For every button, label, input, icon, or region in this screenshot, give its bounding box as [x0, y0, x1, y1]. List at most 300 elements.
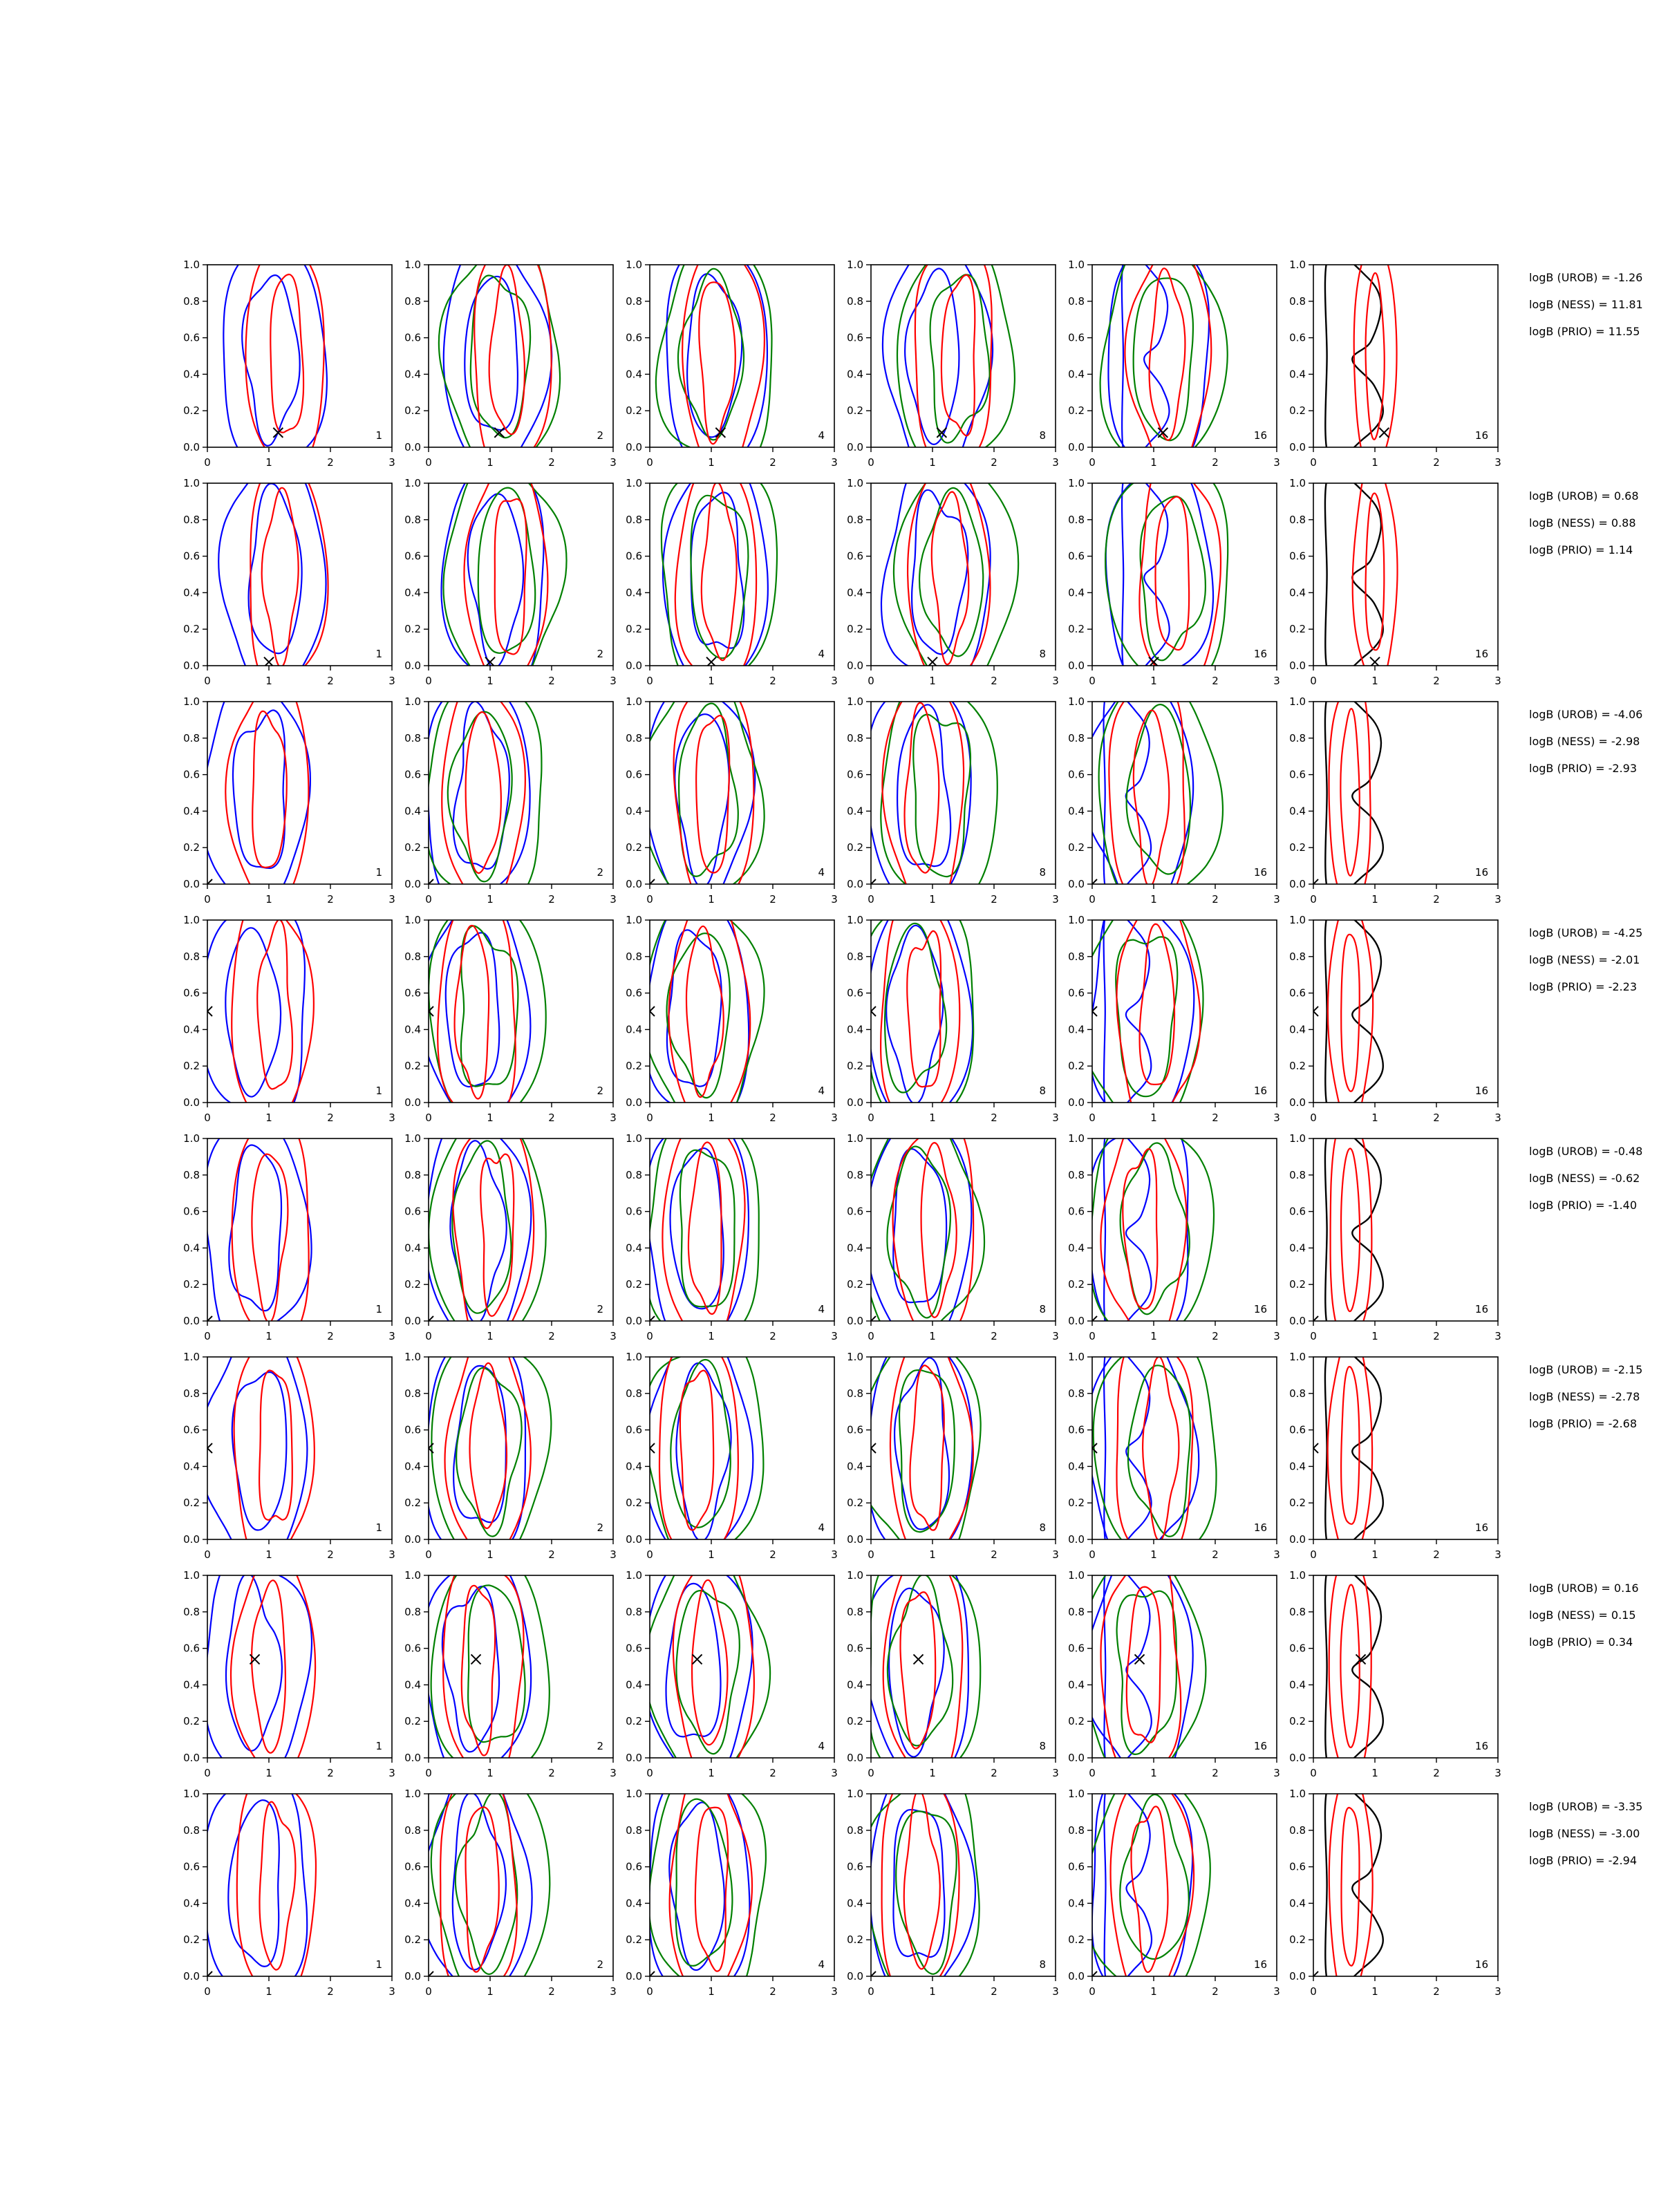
x-tick-label: 2: [1433, 1985, 1440, 1998]
contour-urob-outer: [881, 456, 991, 685]
contour-layer: [643, 888, 764, 1137]
panel-r8-c3: [626, 1761, 838, 2005]
contour-prio-outer: [1328, 898, 1373, 1129]
iteration-label: 2: [597, 648, 603, 660]
y-tick-label: 0.2: [626, 404, 642, 418]
y-tick-label: 1.0: [1068, 914, 1085, 926]
contour-prio-inner: [1366, 273, 1385, 440]
y-tick-label: 0.0: [183, 1315, 200, 1327]
y-tick-label: 0.0: [847, 1096, 863, 1109]
y-tick-label: 1.0: [404, 1788, 421, 1800]
y-tick-label: 0.2: [847, 1060, 863, 1073]
y-tick-label: 0.6: [847, 1423, 863, 1436]
y-tick-label: 0.8: [404, 1605, 421, 1618]
contour-layer: [1084, 1768, 1210, 2005]
contour-layer: [1082, 675, 1223, 917]
x-tick-label: 2: [548, 456, 555, 469]
iteration-label: 16: [1253, 648, 1267, 660]
x-tick-label: 0: [646, 1548, 653, 1561]
x-tick-label: 0: [646, 1767, 653, 1779]
contour-prio-outer: [443, 1557, 523, 1785]
x-tick-label: 2: [769, 1985, 776, 1998]
x-tick-label: 1: [1150, 456, 1157, 469]
y-tick-label: 0.4: [1068, 805, 1085, 818]
contour-prio-inner: [1140, 924, 1174, 1085]
panel-r5-c4: [847, 1107, 1059, 1349]
true-value-marker: [693, 1654, 702, 1664]
panel-r5-c5: [1068, 1113, 1280, 1348]
x-tick-label: 2: [1212, 456, 1219, 469]
contour-prio-outer: [882, 682, 964, 917]
y-tick-label: 0.0: [1068, 659, 1085, 672]
y-tick-label: 0.2: [183, 1060, 200, 1073]
contour-layer: [204, 1774, 316, 1998]
x-tick-label: 3: [1494, 1330, 1501, 1342]
x-tick-label: 0: [204, 456, 211, 469]
y-tick-label: 0.2: [183, 1497, 200, 1510]
y-tick-label: 0.8: [1068, 1824, 1085, 1837]
y-tick-label: 0.4: [847, 586, 863, 599]
x-tick-label: 1: [929, 1112, 936, 1124]
y-tick-label: 0.4: [626, 805, 642, 818]
x-tick-label: 3: [1052, 456, 1059, 469]
y-tick-label: 0.0: [1068, 1315, 1085, 1327]
x-tick-label: 2: [1212, 1767, 1219, 1779]
contour-prio-inner: [921, 1143, 957, 1318]
y-tick-label: 0.2: [404, 1060, 421, 1073]
contour-prio-inner: [1127, 1587, 1161, 1743]
iteration-label: 1: [375, 1303, 382, 1315]
y-tick-label: 0.0: [1289, 1752, 1306, 1764]
panel-r8-c1: [183, 1774, 395, 1998]
x-tick-label: 3: [388, 1548, 395, 1561]
iteration-label: 4: [818, 429, 825, 442]
iteration-label: 8: [1039, 1958, 1046, 1971]
x-tick-label: 2: [1212, 1985, 1219, 1998]
contour-layer: [1325, 457, 1398, 688]
y-tick-label: 0.2: [404, 841, 421, 854]
y-tick-label: 0.6: [1289, 550, 1306, 563]
y-tick-label: 0.2: [1068, 404, 1085, 418]
iteration-label: 16: [1253, 1958, 1267, 1971]
contour-prio-inner: [699, 282, 735, 444]
y-tick-label: 0.0: [183, 1970, 200, 1983]
y-tick-label: 0.0: [1068, 441, 1085, 453]
contour-prio-inner: [470, 1363, 507, 1528]
x-tick-label: 0: [425, 893, 432, 906]
x-tick-label: 1: [1150, 893, 1157, 906]
y-tick-label: 0.8: [847, 1605, 863, 1618]
contour-prio-inner: [1341, 1808, 1359, 1966]
y-tick-label: 0.0: [1289, 1096, 1306, 1109]
panel-frame: [650, 1575, 834, 1758]
contour-prio-inner: [262, 488, 299, 668]
panel-r2-c3: [626, 456, 838, 691]
y-tick-label: 0.4: [1068, 368, 1085, 381]
panel-frame: [871, 1138, 1056, 1321]
x-tick-label: 3: [831, 1985, 838, 1998]
y-tick-label: 0.6: [1289, 986, 1306, 1000]
y-tick-label: 0.8: [847, 731, 863, 744]
y-tick-label: 0.4: [1289, 368, 1306, 381]
x-tick-label: 1: [487, 675, 494, 687]
contour-urob-inner: [249, 484, 302, 654]
y-tick-label: 0.8: [847, 1387, 863, 1400]
x-tick-label: 1: [929, 1985, 936, 1998]
y-tick-label: 0.8: [183, 513, 200, 526]
x-tick-label: 3: [1273, 1548, 1280, 1561]
iteration-label: 16: [1474, 648, 1488, 660]
panel-r8-c5: [1068, 1768, 1280, 2005]
contour-urob-inner: [228, 1800, 279, 1967]
x-tick-label: 1: [708, 1112, 715, 1124]
panel-frame: [429, 265, 613, 447]
y-tick-label: 0.4: [626, 586, 642, 599]
y-tick-label: 0.6: [1289, 1205, 1306, 1218]
x-tick-label: 1: [929, 675, 936, 687]
contour-urob-inner: [446, 932, 499, 1087]
y-tick-label: 0.8: [404, 1168, 421, 1181]
y-tick-label: 0.8: [183, 950, 200, 963]
panel-r4-c4: [847, 892, 1059, 1125]
y-tick-label: 0.0: [626, 1752, 642, 1764]
y-tick-label: 0.0: [847, 1970, 863, 1983]
x-tick-label: 0: [646, 1330, 653, 1342]
contour-layer: [881, 456, 1018, 695]
x-tick-label: 0: [425, 456, 432, 469]
iteration-label: 2: [597, 1740, 603, 1752]
panel-r2-c6: [1289, 457, 1501, 688]
x-tick-label: 0: [425, 675, 432, 687]
y-tick-label: 0.2: [404, 1933, 421, 1947]
logb-label: logB (PRIO) = 11.55: [1529, 325, 1640, 338]
x-tick-label: 0: [1310, 456, 1317, 469]
y-tick-label: 0.8: [1068, 294, 1085, 308]
x-tick-label: 1: [265, 893, 272, 906]
y-tick-label: 1.0: [847, 1132, 863, 1145]
contour-urob-inner: [233, 710, 285, 868]
x-tick-label: 0: [204, 1548, 211, 1561]
x-tick-label: 2: [769, 456, 776, 469]
contour-prio-inner: [252, 1154, 288, 1323]
panel-r5-c3: [626, 1116, 838, 1350]
contour-prio-inner: [257, 919, 292, 1089]
contour-layer: [1325, 1557, 1383, 1779]
y-tick-label: 0.0: [626, 878, 642, 890]
x-tick-label: 1: [487, 1330, 494, 1342]
x-tick-label: 3: [610, 675, 617, 687]
panel-r8-c6: [1289, 1770, 1501, 2003]
panel-frame: [1313, 265, 1498, 447]
contour-prio-inner: [466, 712, 501, 873]
logb-label: logB (NESS) = -2.01: [1529, 953, 1640, 966]
x-tick-label: 2: [991, 893, 997, 906]
logb-label: logB (UROB) = -4.25: [1529, 926, 1643, 939]
contour-prio-outer: [1329, 1557, 1371, 1779]
x-tick-label: 0: [1089, 893, 1096, 906]
y-tick-label: 0.6: [1068, 768, 1085, 781]
x-tick-label: 0: [1089, 1548, 1096, 1561]
x-tick-label: 2: [327, 1330, 334, 1342]
x-tick-label: 0: [1310, 1330, 1317, 1342]
contour-prio-inner: [252, 1580, 285, 1753]
contour-urob-outer: [883, 239, 993, 485]
y-tick-label: 0.0: [626, 1533, 642, 1546]
y-tick-label: 0.0: [1068, 1752, 1085, 1764]
y-tick-label: 0.4: [404, 1241, 421, 1255]
logb-label: logB (PRIO) = -2.94: [1529, 1854, 1637, 1867]
x-tick-label: 1: [265, 1548, 272, 1561]
y-tick-label: 0.4: [183, 586, 200, 599]
y-tick-label: 0.6: [626, 550, 642, 563]
contour-prio-inner: [1341, 1148, 1360, 1311]
panel-r2-c2: [404, 455, 617, 696]
x-tick-label: 2: [1433, 1767, 1440, 1779]
y-tick-label: 1.0: [1068, 1569, 1085, 1582]
y-tick-label: 0.4: [626, 1241, 642, 1255]
x-tick-label: 1: [929, 1767, 936, 1779]
y-tick-label: 0.0: [1289, 1533, 1306, 1546]
y-tick-label: 1.0: [626, 1788, 642, 1800]
x-tick-label: 3: [1052, 1767, 1059, 1779]
y-tick-label: 0.0: [404, 1315, 421, 1327]
contour-ness-inner: [1127, 704, 1190, 874]
panel-r3-c6: [1289, 679, 1501, 906]
y-tick-label: 0.8: [1289, 731, 1306, 744]
contour-layer: [1077, 889, 1203, 1132]
contour-layer: [421, 1759, 550, 2007]
y-tick-label: 1.0: [847, 914, 863, 926]
x-tick-label: 3: [388, 1330, 395, 1342]
x-tick-label: 3: [610, 893, 617, 906]
panel-r4-c3: [626, 888, 838, 1137]
y-tick-label: 0.6: [847, 1642, 863, 1655]
y-tick-label: 0.4: [847, 805, 863, 818]
y-tick-label: 0.6: [1068, 550, 1085, 563]
y-tick-label: 0.4: [1289, 1678, 1306, 1691]
y-tick-label: 0.4: [626, 368, 642, 381]
y-tick-label: 0.0: [183, 659, 200, 672]
x-tick-label: 0: [425, 1985, 432, 1998]
y-tick-label: 0.0: [626, 1315, 642, 1327]
y-tick-label: 0.8: [183, 1387, 200, 1400]
y-tick-label: 0.2: [1068, 1715, 1085, 1728]
y-tick-label: 0.4: [1289, 805, 1306, 818]
y-tick-label: 1.0: [183, 1132, 200, 1145]
y-tick-label: 0.8: [1068, 731, 1085, 744]
y-tick-label: 0.4: [183, 1241, 200, 1255]
panel-r4-c6: [1289, 898, 1501, 1129]
y-tick-label: 0.8: [183, 1605, 200, 1618]
contour-ness-outer: [863, 1765, 980, 2000]
x-tick-label: 0: [646, 675, 653, 687]
y-tick-label: 0.8: [1289, 1387, 1306, 1400]
contour-true-outer: [1325, 471, 1383, 679]
y-tick-label: 0.4: [404, 1460, 421, 1473]
iteration-label: 2: [597, 866, 603, 879]
x-tick-label: 1: [929, 1548, 936, 1561]
y-tick-label: 0.2: [1289, 1933, 1306, 1947]
contour-prio-inner: [462, 1586, 495, 1756]
panel-r6-c6: [1289, 1330, 1501, 1562]
y-tick-label: 0.6: [1068, 331, 1085, 344]
panel-r1-c6: [1289, 245, 1501, 471]
x-tick-label: 1: [487, 456, 494, 469]
x-tick-label: 0: [868, 1330, 874, 1342]
iteration-label: 1: [375, 1521, 382, 1534]
logb-label: logB (NESS) = -2.98: [1529, 735, 1640, 748]
x-tick-label: 2: [1433, 1112, 1440, 1124]
logb-label: logB (PRIO) = -1.40: [1529, 1199, 1637, 1212]
y-tick-label: 0.2: [1068, 1060, 1085, 1073]
y-tick-label: 0.6: [404, 1860, 421, 1873]
x-tick-label: 2: [769, 1767, 776, 1779]
contour-prio-inner: [932, 492, 969, 665]
logb-label: logB (NESS) = -3.00: [1529, 1827, 1640, 1840]
panel-frame: [650, 1794, 834, 1976]
x-tick-label: 0: [1310, 893, 1317, 906]
x-tick-label: 3: [831, 1330, 838, 1342]
y-tick-label: 0.4: [626, 1678, 642, 1691]
contour-urob-inner: [226, 1574, 282, 1751]
iteration-label: 2: [597, 1521, 603, 1534]
y-tick-label: 1.0: [626, 1569, 642, 1582]
contour-ness-inner: [456, 1368, 521, 1537]
y-tick-label: 0.8: [404, 294, 421, 308]
x-tick-label: 0: [1310, 1112, 1317, 1124]
y-tick-label: 0.2: [1289, 623, 1306, 636]
y-tick-label: 0.2: [626, 623, 642, 636]
y-tick-label: 0.6: [404, 1642, 421, 1655]
y-tick-label: 1.0: [1068, 695, 1085, 708]
x-tick-label: 2: [991, 1767, 997, 1779]
x-tick-label: 3: [1494, 1985, 1501, 1998]
x-tick-label: 3: [1494, 1112, 1501, 1124]
y-tick-label: 0.8: [1068, 1605, 1085, 1618]
x-tick-label: 1: [929, 456, 936, 469]
y-tick-label: 0.6: [183, 1642, 200, 1655]
x-tick-label: 0: [868, 1548, 874, 1561]
y-tick-label: 0.8: [183, 294, 200, 308]
contour-prio-outer: [1353, 457, 1398, 688]
iteration-label: 16: [1253, 866, 1267, 879]
logb-label: logB (PRIO) = -2.93: [1529, 762, 1637, 775]
x-tick-label: 2: [1212, 1548, 1219, 1561]
true-value-marker: [471, 1654, 481, 1664]
panel-r7-c4: [847, 1551, 1059, 1785]
y-tick-label: 0.0: [183, 878, 200, 890]
iteration-label: 8: [1039, 429, 1046, 442]
y-tick-label: 0.6: [847, 331, 863, 344]
y-tick-label: 0.2: [1289, 841, 1306, 854]
y-tick-label: 1.0: [626, 259, 642, 271]
iteration-label: 4: [818, 1740, 825, 1752]
x-tick-label: 2: [1433, 675, 1440, 687]
contour-layer: [423, 1552, 550, 1785]
contour-layer: [862, 1107, 984, 1349]
panel-r3-c5: [1068, 675, 1280, 917]
contour-ness-inner: [468, 1585, 525, 1742]
y-tick-label: 0.6: [183, 331, 200, 344]
y-tick-label: 1.0: [1289, 477, 1306, 489]
y-tick-label: 0.2: [1068, 1278, 1085, 1291]
x-tick-label: 3: [1494, 893, 1501, 906]
contour-prio-inner: [1340, 709, 1359, 876]
logb-label: logB (PRIO) = -2.68: [1529, 1417, 1637, 1430]
logb-label: logB (NESS) = 0.88: [1529, 516, 1636, 529]
iteration-label: 8: [1039, 866, 1046, 879]
y-tick-label: 0.6: [847, 1205, 863, 1218]
y-tick-label: 0.6: [626, 331, 642, 344]
x-tick-label: 3: [1052, 1548, 1059, 1561]
x-tick-label: 3: [831, 1548, 838, 1561]
y-tick-label: 0.8: [1068, 513, 1085, 526]
y-tick-label: 0.8: [183, 731, 200, 744]
y-tick-label: 1.0: [183, 477, 200, 489]
y-tick-label: 0.8: [404, 513, 421, 526]
y-tick-label: 0.2: [847, 1497, 863, 1510]
y-tick-label: 0.6: [183, 1860, 200, 1873]
contour-layer: [1325, 679, 1383, 903]
x-tick-label: 2: [991, 1330, 997, 1342]
y-tick-label: 0.8: [404, 1824, 421, 1837]
contour-urob-inner: [450, 1141, 506, 1323]
y-tick-label: 0.6: [847, 768, 863, 781]
contour-prio-inner: [252, 711, 287, 868]
y-tick-label: 0.0: [1289, 1970, 1306, 1983]
y-tick-label: 0.2: [626, 1497, 642, 1510]
x-tick-label: 2: [327, 456, 334, 469]
y-tick-label: 1.0: [847, 477, 863, 489]
x-tick-label: 1: [708, 675, 715, 687]
x-tick-label: 2: [991, 675, 997, 687]
panel-r6-c2: [404, 1326, 617, 1568]
y-tick-label: 0.6: [183, 550, 200, 563]
contour-layer: [649, 1761, 766, 2005]
iteration-label: 8: [1039, 1303, 1046, 1315]
logb-label: logB (PRIO) = 0.34: [1529, 1635, 1633, 1649]
x-tick-label: 1: [487, 1112, 494, 1124]
y-tick-label: 0.2: [1068, 841, 1085, 854]
x-tick-label: 2: [327, 1548, 334, 1561]
y-tick-label: 1.0: [1289, 1351, 1306, 1363]
x-tick-label: 3: [1052, 1330, 1059, 1342]
contour-ness-outer: [431, 1341, 551, 1568]
x-tick-label: 1: [1150, 1330, 1157, 1342]
logb-label: logB (PRIO) = -2.23: [1529, 980, 1637, 993]
contour-layer: [646, 1116, 758, 1350]
y-tick-label: 0.8: [1289, 294, 1306, 308]
logb-label: logB (PRIO) = 1.14: [1529, 543, 1633, 556]
y-tick-label: 0.2: [626, 1933, 642, 1947]
y-tick-label: 0.2: [183, 841, 200, 854]
x-tick-label: 3: [388, 1767, 395, 1779]
y-tick-label: 0.2: [626, 1715, 642, 1728]
x-tick-label: 0: [425, 1767, 432, 1779]
x-tick-label: 2: [991, 1985, 997, 1998]
contour-prio-outer: [915, 249, 992, 465]
y-tick-label: 0.0: [626, 1970, 642, 1983]
y-tick-label: 0.4: [626, 1460, 642, 1473]
x-tick-label: 3: [831, 893, 838, 906]
contour-layer: [1088, 1113, 1214, 1348]
y-tick-label: 0.0: [1068, 1533, 1085, 1546]
y-tick-label: 0.6: [404, 331, 421, 344]
y-tick-label: 0.4: [847, 1897, 863, 1910]
iteration-label: 4: [818, 1303, 825, 1315]
y-tick-label: 0.0: [1289, 659, 1306, 672]
y-tick-label: 0.0: [404, 659, 421, 672]
